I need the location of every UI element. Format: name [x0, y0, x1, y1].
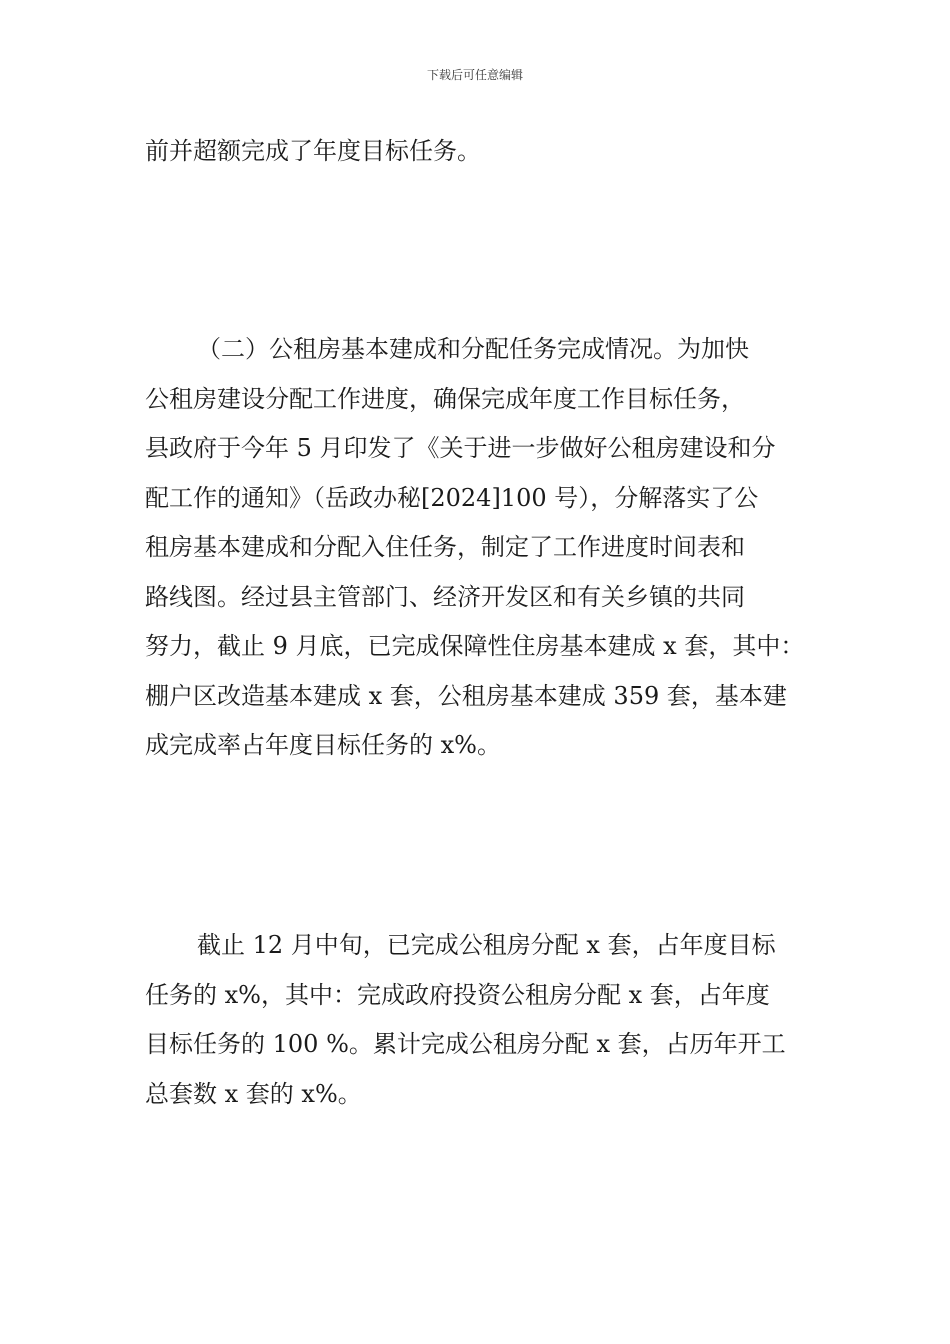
paragraph-line: 目标任务的 100 %。累计完成公租房分配 x 套，占历年开工 [145, 1030, 786, 1058]
paragraph-line: 租房基本建成和分配入住任务，制定了工作进度时间表和 [145, 533, 745, 561]
paragraph-line: 截止 12 月中旬，已完成公租房分配 x 套，占年度目标 [197, 931, 776, 959]
paragraph-line: 总套数 x 套的 x%。 [145, 1079, 362, 1108]
paragraph-line: 前并超额完成了年度目标任务。 [145, 137, 481, 165]
paragraph-line: 成完成率占年度目标任务的 x%。 [145, 731, 501, 759]
paragraph-line: 公租房建设分配工作进度，确保完成年度工作目标任务， [145, 384, 745, 413]
paragraph-2 [145, 325, 825, 771]
paragraph-line: 县政府于今年 5 月印发了《关于进一步做好公租房建设和分 [145, 434, 776, 462]
paragraph-line: 路线图。经过县主管部门、经济开发区和有关乡镇的共同 [145, 582, 745, 611]
paragraph-1 [145, 127, 825, 177]
paragraph-line: 配工作的通知》（岳政办秘[2024]100 号），分解落实了公 [145, 483, 759, 512]
paragraph-line: （二）公租房基本建成和分配任务完成情况。为加快 [197, 335, 749, 363]
paragraph-line: 努力，截止 9 月底，已完成保障性住房基本建成 x 套，其中： [145, 632, 805, 660]
page-header: 下载后可任意编辑 [426, 68, 523, 82]
paragraph-line: 棚户区改造基本建成 x 套，公租房基本建成 359 套，基本建 [145, 681, 787, 710]
paragraph-line: 任务的 x%，其中：完成政府投资公租房分配 x 套，占年度 [145, 980, 770, 1009]
paragraph-3 [145, 921, 825, 1119]
